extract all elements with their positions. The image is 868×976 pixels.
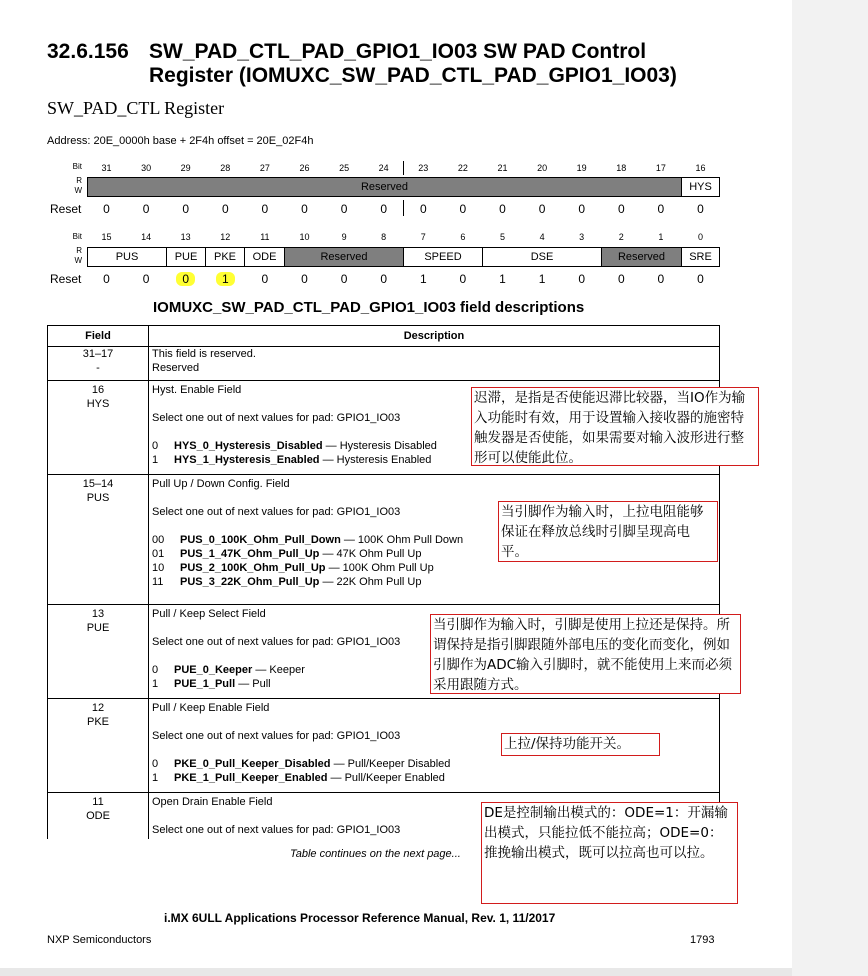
table-continues-note: Table continues on the next page... xyxy=(290,848,461,860)
bit-number: 28 xyxy=(220,163,231,173)
field-cell xyxy=(48,699,149,793)
bit-number: 15 xyxy=(101,232,112,242)
field-label: Reserved xyxy=(617,251,666,263)
field-label: DSE xyxy=(530,251,554,263)
bit-number: 21 xyxy=(497,163,508,173)
field-bits: 11 xyxy=(92,796,104,808)
desc-select: Select one out of next values for pad: GPIO1_IO03 xyxy=(152,730,401,742)
reset-value xyxy=(245,202,284,216)
desc-select: Select one out of next values for pad: GPIO1_IO03 xyxy=(152,412,401,424)
bit-number: 23 xyxy=(418,163,429,173)
option-code: 1 xyxy=(152,772,159,784)
field-bits: 12 xyxy=(91,702,105,714)
field-pke xyxy=(205,247,245,267)
reset-bit: 0 xyxy=(261,272,269,286)
field-label: Reserved xyxy=(360,181,409,193)
field-reserved-lower-a xyxy=(284,247,404,267)
reset-value xyxy=(166,202,205,216)
table-header-row xyxy=(48,326,720,347)
bit-number: 5 xyxy=(499,232,505,242)
reset-value xyxy=(206,272,245,286)
option-desc: — Pull/Keeper Disabled xyxy=(330,758,451,770)
bit-number: 17 xyxy=(655,163,666,173)
desc-select: Select one out of next values for pad: GPIO1_IO03 xyxy=(152,824,401,836)
option-code: 11 xyxy=(152,576,164,588)
desc-heading: Open Drain Enable Field xyxy=(152,796,273,808)
option-desc: — Keeper xyxy=(252,664,305,676)
field-label: PUS xyxy=(115,251,139,263)
field-cell xyxy=(48,605,149,699)
bit-number: 7 xyxy=(420,232,426,242)
field-dse xyxy=(482,247,602,267)
bit-number: 18 xyxy=(616,163,627,173)
reset-bit: 0 xyxy=(419,202,427,216)
col-field-header: Field xyxy=(48,326,149,347)
reset-value xyxy=(127,272,166,286)
option-desc: — Hysteresis Enabled xyxy=(319,454,432,466)
reset-bit: 0 xyxy=(103,272,110,286)
field-cell xyxy=(48,475,149,605)
field-reserved-lower-b xyxy=(601,247,682,267)
reset-bit: 0 xyxy=(697,272,704,286)
field-bits: 16 xyxy=(91,384,105,396)
reset-value xyxy=(641,202,680,216)
section-heading xyxy=(47,40,677,88)
reset-value xyxy=(443,272,482,286)
option-code: 1 xyxy=(152,454,159,466)
desc-heading: Hyst. Enable Field xyxy=(152,384,242,396)
option-name: PUS_0_100K_Ohm_Pull_Down xyxy=(180,534,341,546)
description-cell xyxy=(149,347,720,381)
reset-bit: 1 xyxy=(499,272,506,286)
reset-bit: 0 xyxy=(380,272,388,286)
option-code: 0 xyxy=(152,664,159,676)
desc-select: Select one out of next values for pad: GPIO1_IO03 xyxy=(152,506,401,518)
reset-bit: 0 xyxy=(103,202,110,216)
bit-number: 12 xyxy=(220,232,231,242)
field-label: SRE xyxy=(689,251,712,263)
reset-value xyxy=(206,202,245,216)
reset-bit: 0 xyxy=(301,202,308,216)
option-name: PKE_0_Pull_Keeper_Disabled xyxy=(174,758,331,770)
field-cell xyxy=(48,381,149,475)
field-name: ODE xyxy=(86,810,110,822)
reset-bit: 0 xyxy=(340,272,348,286)
table-title: IOMUXC_SW_PAD_CTL_PAD_GPIO1_IO03 field descriptions xyxy=(153,299,585,316)
option-name: PUS_3_22K_Ohm_Pull_Up xyxy=(180,576,320,588)
reset-bit: 0 xyxy=(182,202,190,216)
field-bits: 31–17 xyxy=(82,348,114,360)
bit-number: 3 xyxy=(579,232,585,242)
bit-number: 24 xyxy=(378,163,389,173)
bit-number: 13 xyxy=(180,232,191,242)
desc-line: Reserved xyxy=(152,362,200,374)
reset-value xyxy=(166,272,205,286)
reset-value xyxy=(285,272,324,286)
reset-bit: 0 xyxy=(380,202,388,216)
field-name: HYS xyxy=(86,398,110,410)
heading-line-2: Register (IOMUXC_SW_PAD_CTL_PAD_GPIO1_IO03) xyxy=(149,64,677,87)
reset-bit: 0 xyxy=(499,202,506,216)
field-cell xyxy=(48,347,149,381)
option-name: PKE_1_Pull_Keeper_Enabled xyxy=(174,772,328,784)
bit-number: 10 xyxy=(299,232,310,242)
bit-number: 25 xyxy=(339,163,350,173)
r-label: R xyxy=(76,176,82,185)
option-code: 0 xyxy=(152,440,159,452)
reset-value xyxy=(285,202,324,216)
reset-bit: 0 xyxy=(578,202,586,216)
annotation-pue: 当引脚作为输入时，引脚是使用上拉还是保持。所谓保持是指引脚跟随外部电压的变化而变化，例如引脚作为ADC输入引脚时，就不能使用上来而必须采用跟随方式。 xyxy=(430,614,741,694)
bit-number: 27 xyxy=(259,163,270,173)
bit-number: 26 xyxy=(299,163,310,173)
field-label: PUE xyxy=(174,251,198,263)
option-name: PUS_2_100K_Ohm_Pull_Up xyxy=(180,562,326,574)
reset-bit: 0 xyxy=(459,202,467,216)
reset-bit: 0 xyxy=(142,202,150,216)
reset-value xyxy=(602,202,641,216)
option-name: HYS_0_Hysteresis_Disabled xyxy=(174,440,323,452)
option-name: HYS_1_Hysteresis_Enabled xyxy=(174,454,320,466)
reset-bit: 1 xyxy=(419,272,427,286)
field-sre xyxy=(681,247,720,267)
w-label: W xyxy=(74,186,82,195)
annotation-pus: 当引脚作为输入时，上拉电阻能够保证在释放总线时引脚呈现高电平。 xyxy=(498,501,718,562)
heading-line-1: SW_PAD_CTL_PAD_GPIO1_IO03 SW PAD Control xyxy=(149,40,647,63)
reset-bit: 0 xyxy=(538,202,546,216)
reset-value xyxy=(523,272,562,286)
bit-number: 14 xyxy=(141,232,152,242)
option-code: 00 xyxy=(152,534,165,546)
option-line xyxy=(152,757,716,771)
field-label: SPEED xyxy=(424,251,462,263)
reset-value xyxy=(87,272,126,286)
annotation-ode: DE是控制输出模式的：ODE=1：开漏输出模式，只能拉低不能拉高；ODE=0：推挽输出模式，既可以拉高也可以拉。 xyxy=(481,802,738,904)
desc-heading: Pull / Keep Enable Field xyxy=(152,702,270,714)
reset-value xyxy=(641,272,680,286)
reset-bit: 0 xyxy=(142,272,150,286)
field-label: Reserved xyxy=(320,251,368,263)
option-name: PUS_1_47K_Ohm_Pull_Up xyxy=(180,548,320,560)
reset-label: Reset xyxy=(50,202,82,216)
table-row xyxy=(48,347,720,381)
reset-bit: 0 xyxy=(657,272,665,286)
option-desc: — Pull/Keeper Enabled xyxy=(327,772,445,784)
option-desc: — Pull xyxy=(235,678,271,690)
bit-number: 31 xyxy=(101,163,112,173)
field-pue xyxy=(166,247,206,267)
field-bits: 15–14 xyxy=(82,478,114,490)
reset-value xyxy=(523,202,562,216)
reset-value xyxy=(325,202,364,216)
option-name: PUE_1_Pull xyxy=(174,678,236,690)
footer-manual-title: i.MX 6ULL Applications Processor Reference Manual, Rev. 1, 11/2017 xyxy=(164,911,556,925)
register-subtitle: SW_PAD_CTL Register xyxy=(47,98,225,118)
reset-value xyxy=(602,272,641,286)
reset-value xyxy=(404,272,443,286)
reset-bit: 0 xyxy=(459,272,467,286)
field-hys xyxy=(681,177,720,197)
option-name: PUE_0_Keeper xyxy=(174,664,253,676)
annotation-pke: 上拉/保持功能开关。 xyxy=(501,733,660,756)
reset-value xyxy=(364,272,403,286)
reset-bit: 0 xyxy=(340,202,348,216)
field-label: PKE xyxy=(213,251,236,263)
reset-bit: 0 xyxy=(221,202,229,216)
reset-value xyxy=(245,272,284,286)
bit-number: 22 xyxy=(457,163,468,173)
option-code: 01 xyxy=(152,548,165,560)
section-number: 32.6.156 xyxy=(47,40,129,63)
reset-value xyxy=(562,202,601,216)
field-bits: 13 xyxy=(91,608,105,620)
option-code: 0 xyxy=(152,758,159,770)
option-desc: — Hysteresis Disabled xyxy=(322,440,437,452)
field-cell xyxy=(48,793,149,839)
reset-bit: 0 xyxy=(301,272,308,286)
r-label: R xyxy=(76,246,82,255)
reset-value xyxy=(443,202,482,216)
reset-value xyxy=(681,272,720,286)
option-desc: — 100K Ohm Pull Down xyxy=(340,534,464,546)
option-code: 10 xyxy=(152,562,165,574)
field-label: ODE xyxy=(252,251,277,263)
reset-bit: 0 xyxy=(617,272,625,286)
bit-number: 4 xyxy=(539,232,545,242)
reset-value xyxy=(87,202,126,216)
bit-number: 11 xyxy=(260,232,270,242)
field-reserved-upper xyxy=(87,177,682,197)
field-ode xyxy=(244,247,285,267)
option-line xyxy=(152,561,716,575)
col-description-header: Description xyxy=(149,326,720,347)
bit-number: 30 xyxy=(141,163,152,173)
reset-bit: 0 xyxy=(617,202,625,216)
reset-bit: 0 xyxy=(261,202,269,216)
option-desc: — 22K Ohm Pull Up xyxy=(319,576,422,588)
desc-select: Select one out of next values for pad: GPIO1_IO03 xyxy=(152,636,401,648)
bit-label: Bit xyxy=(72,232,82,241)
bit-number: 8 xyxy=(381,232,387,242)
bit-number: 16 xyxy=(695,163,706,173)
footer-page-number: 1793 xyxy=(690,934,715,946)
field-name: PKE xyxy=(86,716,109,728)
reset-bit: 0 xyxy=(176,272,195,286)
reset-value xyxy=(325,272,364,286)
option-desc: — 47K Ohm Pull Up xyxy=(319,548,422,560)
option-desc: — 100K Ohm Pull Up xyxy=(325,562,434,574)
bit-number: 19 xyxy=(576,163,587,173)
field-pus xyxy=(87,247,167,267)
reset-label: Reset xyxy=(50,272,82,286)
reset-value xyxy=(483,272,522,286)
field-name: - xyxy=(96,362,100,374)
desc-heading: Pull Up / Down Config. Field xyxy=(152,478,290,490)
desc-line: This field is reserved. xyxy=(152,348,256,360)
bit-number: 6 xyxy=(460,232,466,242)
field-speed xyxy=(403,247,483,267)
reset-value xyxy=(364,202,403,216)
reset-bit: 0 xyxy=(578,272,586,286)
bit-number: 1 xyxy=(658,232,664,242)
bit-number: 9 xyxy=(341,232,347,242)
bit-number: 0 xyxy=(697,232,703,242)
desc-heading: Pull / Keep Select Field xyxy=(152,608,266,620)
reset-value xyxy=(483,202,522,216)
reset-bit: 1 xyxy=(216,272,235,286)
reset-bit: 0 xyxy=(697,202,704,216)
register-address: Address: 20E_0000h base + 2F4h offset = 20E_02F4h xyxy=(47,135,314,147)
annotation-hys: 迟滞，是指是否使能迟滞比较器，当IO作为输入功能时有效，用于设置输入接收器的施密特触发器是否使能，如果需要对输入波形进行整形可以使能此位。 xyxy=(471,387,759,466)
bit-number: 29 xyxy=(180,163,191,173)
viewer-margin xyxy=(792,0,868,976)
reset-bit: 0 xyxy=(657,202,665,216)
option-line xyxy=(152,575,716,589)
field-name: PUE xyxy=(86,622,110,634)
reset-value xyxy=(681,202,720,216)
reset-value xyxy=(562,272,601,286)
footer-company: NXP Semiconductors xyxy=(47,934,152,946)
option-line xyxy=(152,771,716,785)
reset-bit: 1 xyxy=(538,272,546,286)
option-code: 1 xyxy=(152,678,159,690)
bit-number: 2 xyxy=(618,232,624,242)
bit-label: Bit xyxy=(72,162,82,171)
w-label: W xyxy=(74,256,82,265)
field-label: HYS xyxy=(689,181,712,193)
reset-value xyxy=(404,202,443,216)
bit-number: 20 xyxy=(537,163,548,173)
field-name: PUS xyxy=(86,492,110,504)
reset-value xyxy=(127,202,166,216)
half-separator xyxy=(403,161,404,175)
